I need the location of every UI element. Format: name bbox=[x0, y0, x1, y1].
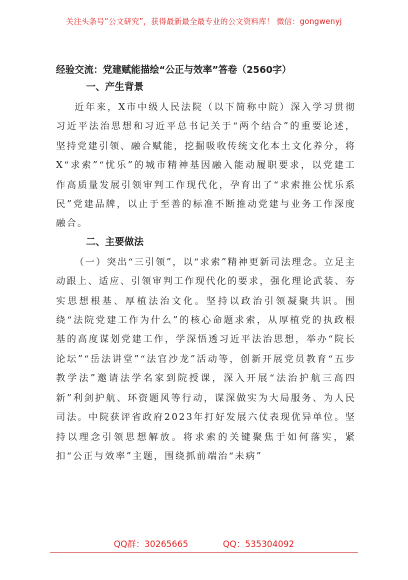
paragraph-background: 近年来，X市中级人民法院（以下简称中院）深入学习贯彻习近平法治思想和习近平总书记关于“两个结合”的重要论述，坚持党建引领、融合赋能，挖掘吸收传统文化本土文化养分，将X“求索”“忧乐”的城市精神基因融入能动履职要求，以党建工作高质量发展引领审判工作现代化，孕育出了“求索推公忧乐系民”党建品牌，以止于至善的标准不断推动党建与业务工作深度融合。 bbox=[56, 102, 356, 230]
document-title: 经验交流：党建赋能描绘“公正与效率”答卷（2560字） bbox=[56, 65, 292, 76]
footer-qq-group: QQ群：30265665 bbox=[113, 540, 189, 550]
footer-contact bbox=[0, 538, 408, 550]
paragraph-practices: （一）突出“三引领”，以“求索”精神更新司法理念。立足主动跟上、适应、引领审判工作现代化的要求，强化理论武装、夯实思想根基、厚植法治文化。坚持以政治引领凝聚共识。围绕“法院党建工作为什么”的核心命题求索，从厚植党的执政根基的高度谋划党建工作，学深悟透习近平法治思想，举办“院长论坛”“岳法讲堂”“法官沙龙”活动等，创新开展党员教育“五步教学法”邀请法学名家到院授课，深入开展“法治护航三高四新”利剑护航、环资题风等行动，谋深做实为大局服务、为人民司法。中院获评省政府2023年打好发展六仗表现优异单位。坚持以理念引领思想解放。将求索的关键聚焦于如何落实，紧扣“公正与效率”主题，围绕抓前端治“未病” bbox=[56, 256, 356, 462]
header-banner: 关注头条号“公文研究”，获得最新最全最专业的公文资料库！ 微信：gongwenyj bbox=[66, 17, 342, 26]
section-heading-practices: 二、主要做法 bbox=[86, 236, 144, 248]
section-heading-background: 一、产生背景 bbox=[86, 82, 144, 93]
footer-divider bbox=[50, 552, 358, 553]
footer-qq: QQ：535304092 bbox=[222, 540, 295, 550]
document-body bbox=[56, 64, 356, 466]
